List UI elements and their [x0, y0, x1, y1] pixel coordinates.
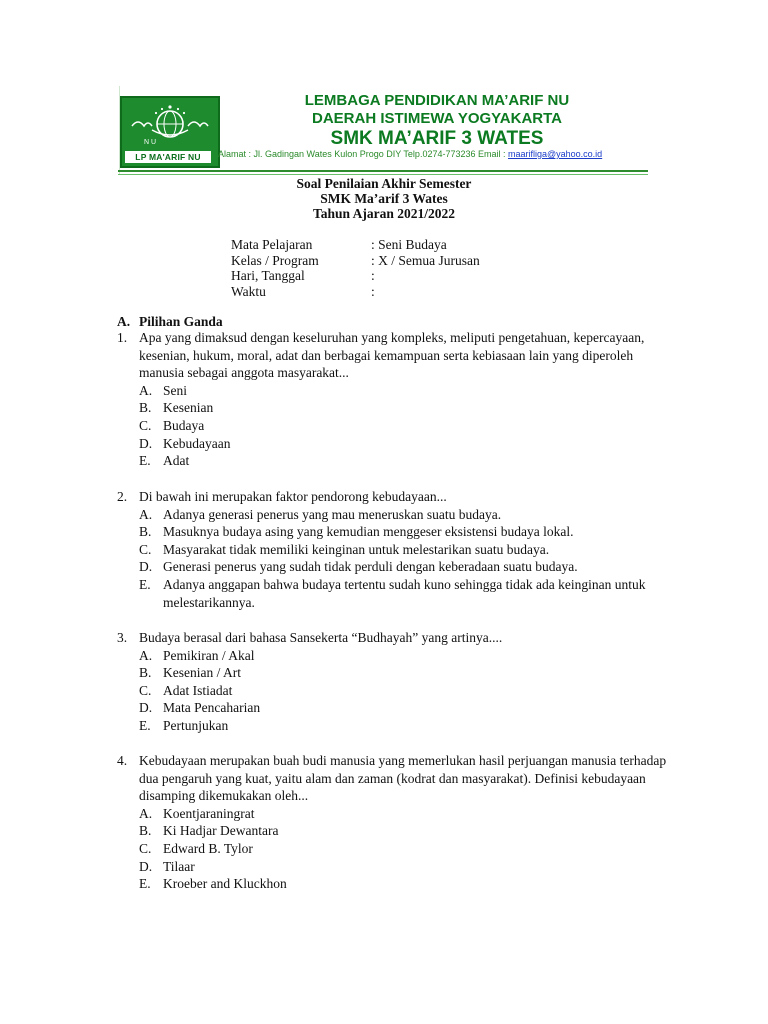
info-label: Hari, Tanggal — [231, 268, 305, 284]
option-text: Generasi penerus yang sudah tidak perduli dengan keberadaan suatu budaya. — [163, 559, 578, 575]
option-letter: B. — [139, 400, 152, 416]
info-value: : — [371, 283, 375, 299]
option-text: Edward B. Tylor — [163, 840, 253, 856]
option-letter: A. — [139, 805, 153, 821]
address-text: Alamat : Jl. Gadingan Wates Kulon Progo DIY Telp.0274-773236 Email : — [218, 149, 508, 159]
option-text: Tilaar — [163, 858, 195, 874]
answer-option — [139, 452, 677, 470]
letterhead-divider — [118, 170, 648, 172]
option-letter: A. — [139, 647, 153, 663]
option-text: Pertunjukan — [163, 717, 229, 733]
answer-option — [139, 647, 677, 665]
question-1 — [117, 329, 677, 470]
letterhead-address — [218, 149, 658, 159]
answer-option — [139, 523, 677, 541]
option-text: Ki Hadjar Dewantara — [163, 823, 279, 839]
option-letter: B. — [139, 823, 152, 839]
option-text: Mata Pencaharian — [163, 700, 261, 716]
option-text: Adat Istiadat — [163, 682, 233, 698]
answer-option — [139, 664, 677, 682]
option-letter: D. — [139, 435, 153, 451]
letterhead-divider-thin — [118, 174, 648, 175]
option-letter: A. — [139, 506, 153, 522]
info-value: : Seni Budaya — [371, 237, 447, 252]
info-value: : X / Semua Jurusan — [371, 252, 480, 268]
answer-option — [139, 382, 677, 400]
option-text: Kroeber and Kluckhon — [163, 876, 287, 892]
info-value: : — [371, 268, 375, 284]
option-letter: C. — [139, 840, 152, 856]
section-title — [117, 314, 223, 330]
section-name: Pilihan Ganda — [139, 314, 223, 329]
exam-year: Tahun Ajaran 2021/2022 — [312, 206, 456, 221]
option-letter: A. — [139, 382, 153, 398]
exam-school: SMK Ma’arif 3 Wates — [320, 191, 448, 206]
question-3 — [117, 629, 677, 735]
question-number: 3. — [117, 630, 128, 645]
answer-option — [139, 541, 677, 559]
option-text: Adat — [163, 453, 190, 469]
info-row — [231, 284, 480, 300]
answer-option — [139, 506, 677, 524]
question-text: Di bawah ini merupakan faktor pendorong kebudayaan... — [139, 489, 447, 504]
option-text: Masyarakat tidak memiliki keinginan untuk melestarikan suatu budaya. — [163, 541, 550, 557]
answer-option — [139, 858, 677, 876]
option-text: Kesenian — [163, 400, 214, 416]
answer-options — [139, 506, 677, 612]
answer-option — [139, 699, 677, 717]
option-text: Kesenian / Art — [163, 665, 241, 681]
option-text: Kebudayaan — [163, 435, 231, 451]
answer-option — [139, 805, 677, 823]
question-text: Kebudayaan merupakan buah budi manusia yang memerlukan hasil perjuangan manusia terhadap dua pengaruh yang kuat, yaitu alam dan zaman (kodrat dan masyarakat). Definisi kebudayaan disamping dikemukakan oleh... — [139, 753, 667, 804]
option-letter: E. — [139, 876, 151, 892]
answer-option — [139, 875, 677, 893]
option-letter: E. — [139, 576, 151, 592]
exam-heading — [0, 176, 768, 221]
answer-option — [139, 717, 677, 735]
info-label: Mata Pelajaran — [231, 237, 313, 252]
info-label: Kelas / Program — [231, 252, 319, 268]
question-text: Budaya berasal dari bahasa Sansekerta “Budhayah” yang artinya.... — [139, 630, 503, 645]
answer-option — [139, 399, 677, 417]
answer-option — [139, 417, 677, 435]
lp-maarif-nu-logo — [120, 96, 220, 168]
info-row — [231, 268, 480, 284]
option-text: Adanya anggapan bahwa budaya tertentu sudah kuno sehingga tidak ada keinginan untuk melestarikannya. — [163, 576, 646, 610]
option-letter: C. — [139, 417, 152, 433]
option-text: Seni — [163, 382, 188, 398]
answer-option — [139, 435, 677, 453]
letterhead-region: DAERAH ISTIMEWA YOGYAKARTA — [311, 110, 563, 127]
option-text: Masuknya budaya asing yang kemudian menggeser eksistensi budaya lokal. — [163, 524, 574, 540]
option-letter: D. — [139, 559, 153, 575]
answer-option — [139, 840, 677, 858]
info-label: Waktu — [231, 283, 266, 299]
question-number: 2. — [117, 489, 128, 504]
answer-option — [139, 822, 677, 840]
letterhead-institution: LEMBAGA PENDIDIKAN MA’ARIF NU — [304, 92, 570, 109]
letterhead — [117, 86, 651, 176]
nu-globe-emblem-icon — [122, 100, 218, 150]
option-letter: B. — [139, 665, 152, 681]
question-number: 1. — [117, 330, 128, 345]
option-letter: C. — [139, 541, 152, 557]
option-letter: B. — [139, 524, 152, 540]
option-letter: E. — [139, 453, 151, 469]
option-text: Koentjaraningrat — [163, 805, 255, 821]
answer-option — [139, 576, 677, 611]
info-row — [231, 237, 480, 253]
answer-options — [139, 382, 677, 470]
question-2 — [117, 488, 677, 611]
email-link[interactable]: maarifliga@yahoo.co.id — [508, 149, 603, 159]
option-letter: D. — [139, 700, 153, 716]
option-text: Adanya generasi penerus yang mau meneruskan suatu budaya. — [163, 506, 502, 522]
option-letter: E. — [139, 717, 151, 733]
answer-option — [139, 682, 677, 700]
question-number: 4. — [117, 753, 128, 768]
question-text: Apa yang dimaksud dengan keseluruhan yang kompleks, meliputi pengetahuan, kepercayaan, kesenian, hukum, moral, adat dan berbagai kemampuan serta kebiasaan lain yang diperoleh manusia sebagai anggota masyarakat... — [139, 330, 645, 381]
option-text: Pemikiran / Akal — [163, 647, 255, 663]
exam-info — [231, 237, 480, 299]
answer-options — [139, 647, 677, 735]
exam-title: Soal Penilaian Akhir Semester — [296, 176, 472, 191]
letterhead-school: SMK MA’ARIF 3 WATES — [330, 128, 544, 149]
logo-letters: N U — [144, 139, 157, 146]
info-row — [231, 253, 480, 269]
letterhead-margin-line — [119, 86, 120, 174]
option-letter: D. — [139, 858, 153, 874]
section-letter: A. — [117, 314, 131, 329]
option-text: Budaya — [163, 417, 205, 433]
option-letter: C. — [139, 682, 152, 698]
answer-options — [139, 805, 677, 893]
question-4 — [117, 752, 677, 893]
answer-option — [139, 558, 677, 576]
logo-caption: LP MA'ARIF NU — [125, 151, 211, 163]
